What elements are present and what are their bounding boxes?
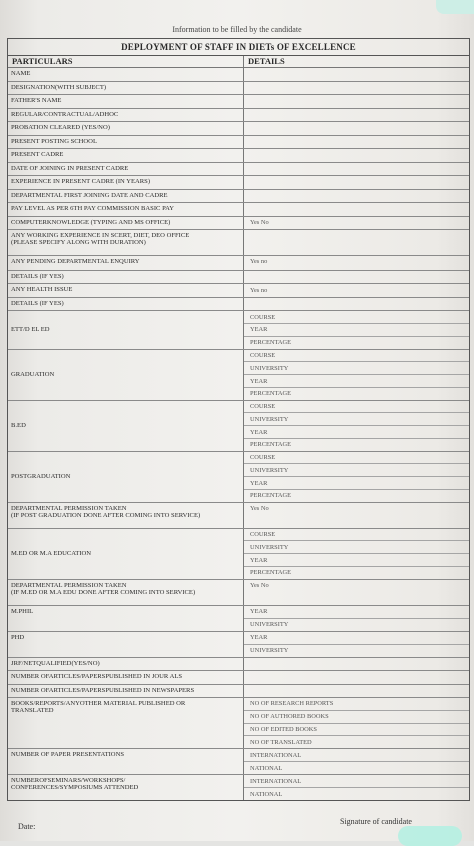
detail-option[interactable]: NO OF AUTHORED BOOKS [244,711,469,724]
row-details [244,95,469,108]
row-details [244,698,469,748]
detail-field[interactable] [244,136,469,149]
form-row [8,503,469,529]
detail-option[interactable]: NO OF EDITED BOOKS [244,724,469,737]
form-row [8,350,469,401]
row-label: BOOKS/REPORTS/ANYOTHER MATERIAL PUBLISHED OR TRANSLATED [8,698,244,748]
row-label: DEPARTMENTAL PERMISSION TAKEN (IF M.ED OR M.A EDU DONE AFTER COMING INTO SERVICE) [8,580,244,605]
row-label: PROBATION CLEARED (YES/NO) [8,122,244,135]
row-label: PRESENT POSTING SCHOOL [8,136,244,149]
row-details [244,452,469,502]
row-details [244,658,469,671]
form-row [8,176,469,190]
row-label: ANY PENDING DEPARTMENTAL ENQUIRY [8,256,244,270]
form-row [8,149,469,163]
row-details [244,685,469,698]
detail-option[interactable]: Yes No [250,504,269,512]
row-label: PRESENT CADRE [8,149,244,162]
form-row [8,685,469,699]
detail-field[interactable] [244,271,469,284]
row-label: POSTGRADUATION [8,452,244,502]
detail-option[interactable]: COURSE [244,452,469,465]
row-label: FATHER'S NAME [8,95,244,108]
row-label: M.ED OR M.A EDUCATION [8,529,244,579]
row-label: NAME [8,68,244,81]
form-row [8,82,469,96]
row-label: DEPARTMENTAL FIRST JOINING DATE AND CADRE [8,190,244,203]
detail-option[interactable]: UNIVERSITY [244,413,469,426]
detail-field[interactable] [244,685,469,698]
staff-deployment-form-table [7,38,470,801]
detail-field[interactable] [244,68,469,81]
row-label: M.PHIL [8,606,244,631]
row-details [244,298,469,311]
row-label: NUMBER OFARTICLES/PAPERSPUBLISHED IN NEWSPAPERS [8,685,244,698]
form-row [8,749,469,775]
row-details [244,122,469,135]
particulars-header: PARTICULARS [8,56,244,67]
row-label: ETT/D EL ED [8,311,244,348]
detail-option[interactable]: NATIONAL [250,790,283,798]
detail-field[interactable] [244,149,469,162]
row-details [244,284,469,297]
form-row [8,658,469,672]
detail-option[interactable]: NATIONAL [250,764,283,772]
row-label: PAY LEVEL AS PER 6TH PAY COMMISSION BASIC PAY [8,203,244,216]
detail-option[interactable]: PERCENTAGE [250,492,292,500]
form-title: DEPLOYMENT OF STAFF IN DIETs OF EXCELLENCE [8,39,469,56]
row-details [244,350,469,400]
form-row [8,401,469,452]
detail-field[interactable] [244,203,469,216]
row-details [244,109,469,122]
detail-option[interactable]: UNIVERSITY [250,621,289,629]
form-row [8,190,469,204]
header-note: Information to be filled by the candidate [172,25,302,34]
row-details [244,401,469,451]
row-label: DESIGNATION(WITH SUBJECT) [8,82,244,95]
detail-option[interactable]: YEAR [244,477,469,490]
row-details [244,68,469,81]
form-row [8,109,469,123]
detail-option[interactable]: NO OF TRANSLATED [250,738,312,746]
form-row [8,256,469,271]
form-row [8,122,469,136]
row-label: ANY WORKING EXPERIENCE IN SCERT, DIET, DEO OFFICE (PLEASE SPECIFY ALONG WITH DURATION) [8,230,244,255]
row-details [244,217,469,230]
detail-field[interactable] [244,95,469,108]
row-label: NUMBEROFSEMINARS/WORKSHOPS/ CONFERENCES/SYMPOSIUMS ATTENDED [8,775,244,800]
detail-field[interactable] [244,176,469,189]
row-details [244,311,469,348]
form-row [8,217,469,231]
form-row [8,632,469,658]
form-row [8,775,469,800]
detail-field[interactable] [244,230,469,255]
row-details [244,82,469,95]
detail-option[interactable]: PERCENTAGE [250,569,292,577]
form-row [8,529,469,580]
form-row [8,698,469,749]
row-label: ANY HEALTH ISSUE [8,284,244,297]
form-row [8,298,469,312]
form-row [8,136,469,150]
form-row [8,284,469,298]
form-row [8,95,469,109]
row-label: REGULAR/CONTRACTUAL/ADHOC [8,109,244,122]
detail-field[interactable] [244,658,469,671]
row-label: EXPERIENCE IN PRESENT CADRE (IN YEARS) [8,176,244,189]
form-row [8,452,469,503]
detail-option[interactable]: UNIVERSITY [244,362,469,375]
row-details [244,163,469,176]
row-details [244,632,469,657]
row-label: B.ED [8,401,244,451]
detail-option[interactable]: UNIVERSITY [244,464,469,477]
detail-option[interactable]: Yes No [250,219,269,227]
detail-option[interactable]: COURSE [244,401,469,414]
details-header: DETAILS [248,56,285,66]
detail-option[interactable]: YEAR [244,554,469,567]
row-details [244,230,469,255]
row-label: NUMBER OF PAPER PRESENTATIONS [8,749,244,774]
detail-option[interactable]: YEAR [244,606,469,619]
form-row [8,163,469,177]
floating-action-button[interactable] [398,826,462,846]
detail-option[interactable]: PERCENTAGE [250,339,292,347]
row-details [244,271,469,284]
detail-option[interactable]: NO OF RESEARCH REPORTS [244,698,469,711]
detail-option[interactable]: COURSE [244,529,469,542]
form-row [8,203,469,217]
signature-label: Signature of candidate [340,817,412,826]
form-row [8,230,469,256]
row-details [244,529,469,579]
row-label: JRF/NETQUALIFIED(YES/NO) [8,658,244,671]
form-row [8,311,469,349]
row-details [244,256,469,270]
row-label: DEPARTMENTAL PERMISSION TAKEN (IF POST GRADUATION DONE AFTER COMING INTO SERVICE) [8,503,244,528]
row-label: DETAILS (IF YES) [8,271,244,284]
row-details [244,580,469,605]
row-label: DETAILS (IF YES) [8,298,244,311]
column-header-row [8,56,469,68]
detail-field[interactable] [244,122,469,135]
row-details [244,775,469,800]
detail-option[interactable]: UNIVERSITY [244,541,469,554]
row-details [244,606,469,631]
detail-option[interactable]: YEAR [244,632,469,645]
row-details [244,176,469,189]
detail-option[interactable]: YEAR [244,324,469,337]
form-row [8,68,469,82]
row-label: PHD [8,632,244,657]
row-label: NUMBER OFARTICLES/PAPERSPUBLISHED IN JOUR ALS [8,671,244,684]
detail-field[interactable] [244,298,469,311]
detail-option[interactable]: UNIVERSITY [250,647,289,655]
detail-option[interactable]: Yes no [250,286,268,294]
detail-field[interactable] [244,82,469,95]
detail-option[interactable]: Yes No [250,581,269,589]
row-label: GRADUATION [8,350,244,400]
detail-option[interactable]: INTERNATIONAL [244,775,469,788]
row-details [244,671,469,684]
form-row [8,271,469,285]
corner-overlay [436,0,474,14]
form-rows [8,68,469,800]
row-details [244,136,469,149]
detail-option[interactable]: COURSE [244,311,469,324]
form-row [8,606,469,632]
detail-option[interactable]: YEAR [244,426,469,439]
row-details [244,203,469,216]
form-row [8,671,469,685]
detail-option[interactable]: COURSE [244,350,469,363]
detail-option[interactable]: INTERNATIONAL [244,749,469,762]
row-details [244,749,469,774]
detail-field[interactable] [244,109,469,122]
detail-field[interactable] [244,671,469,684]
row-label: COMPUTERKNOWLEDGE (TYPING AND MS OFFICE) [8,217,244,230]
detail-field[interactable] [244,190,469,203]
detail-field[interactable] [244,163,469,176]
detail-option[interactable]: YEAR [244,375,469,388]
detail-option[interactable]: PERCENTAGE [250,390,292,398]
row-details [244,149,469,162]
row-details [244,503,469,528]
detail-option[interactable]: Yes no [250,257,268,265]
detail-option[interactable]: PERCENTAGE [250,441,292,449]
row-details [244,190,469,203]
date-label: Date: [18,822,36,831]
form-row [8,580,469,606]
row-label: DATE OF JOINING IN PRESENT CADRE [8,163,244,176]
